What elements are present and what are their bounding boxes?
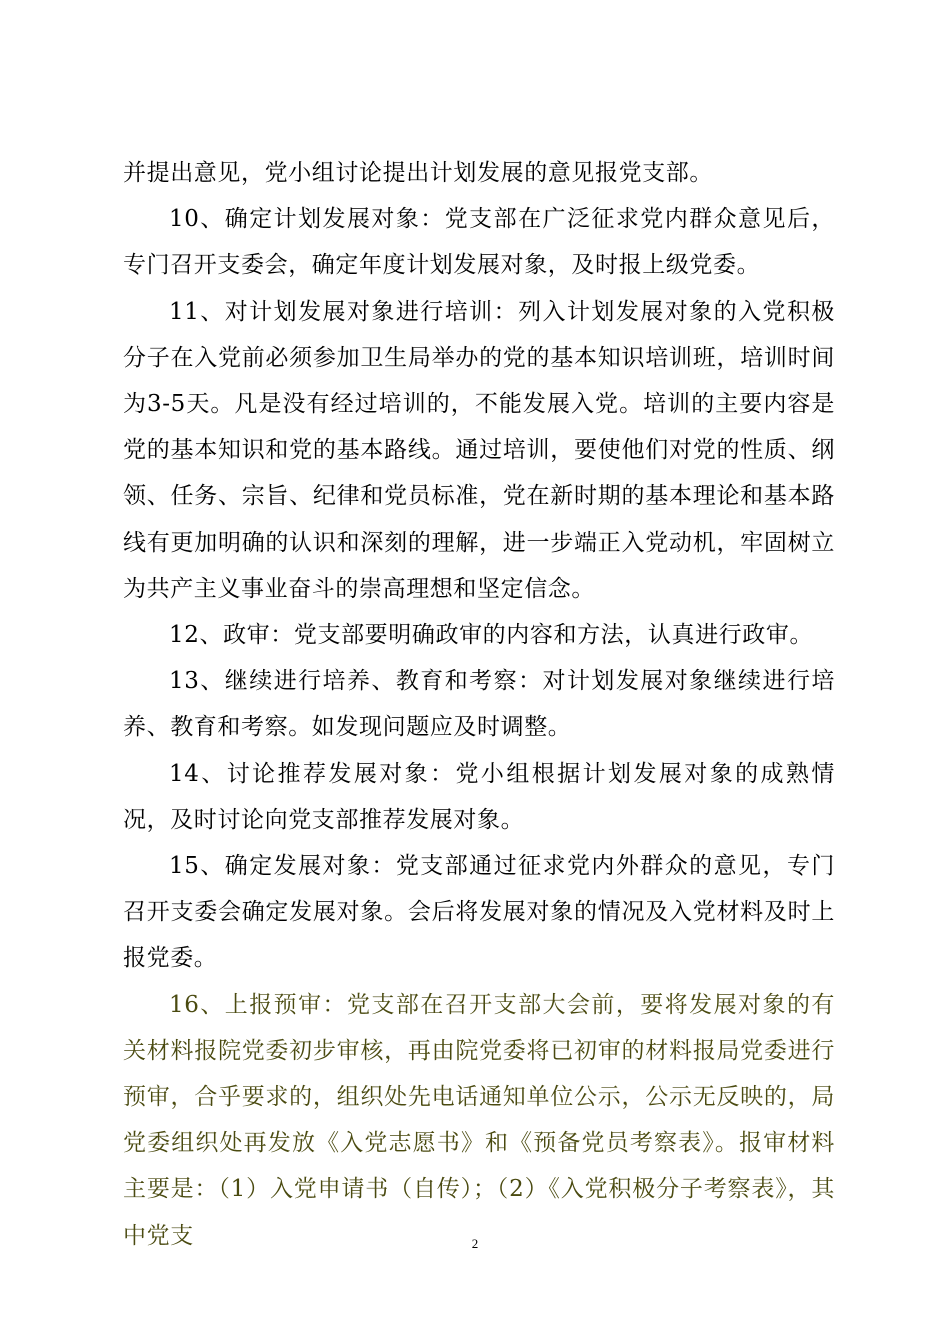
paragraph-item-12: 12、政审：党支部要明确政审的内容和方法，认真进行政审。 — [169, 622, 814, 649]
paragraph-item-11: 11、对计划发展对象进行培训：列入计划发展对象的入党积极分子在入党前必须参加卫生局举办的党的基本知识培训班，培训时间为3-5天。凡是没有经过培训的，不能发展入党。培训的主要内容是党的基本知识和党的基本路线。通过培训，要使他们对党的性质、纲领、任务、宗旨、纪律和党员标准，党在新时期的基本理论和基本路线有更加明确的认识和深刻的理解，进一步端正入党动机，牢固树立为共产主义事业奋斗的崇高理想和坚定信念。 — [123, 298, 835, 602]
paragraph-item-14: 14、讨论推荐发展对象：党小组根据计划发展对象的成熟情况，及时讨论向党支部推荐发展对象。 — [123, 760, 835, 833]
paragraph-item-10: 10、确定计划发展对象：党支部在广泛征求党内群众意见后，专门召开支委会，确定年度计划发展对象，及时报上级党委。 — [123, 206, 835, 279]
page-number: 2 — [471, 1236, 479, 1251]
paragraph-item-13: 13、继续进行培养、教育和考察：对计划发展对象继续进行培养、教育和考察。如发现问题应及时调整。 — [123, 668, 835, 741]
document-body — [123, 150, 835, 1259]
paragraph-item-15: 15、确定发展对象：党支部通过征求党内外群众的意见，专门召开支委会确定发展对象。会后将发展对象的情况及入党材料及时上报党委。 — [123, 853, 835, 972]
paragraph-continuation: 并提出意见，党小组讨论提出计划发展的意见报党支部。 — [123, 160, 713, 186]
paragraph-item-16: 16、上报预审：党支部在召开支部大会前，要将发展对象的有关材料报院党委初步审核，再由院党委将已初审的材料报局党委进行预审，合乎要求的，组织处先电话通知单位公示，公示无反映的，局党委组织处再发放《入党志愿书》和《预备党员考察表》。报审材料主要是：（1）入党申请书（自传）；（2）《入党积极分子考察表》，其中党支 — [123, 991, 835, 1249]
